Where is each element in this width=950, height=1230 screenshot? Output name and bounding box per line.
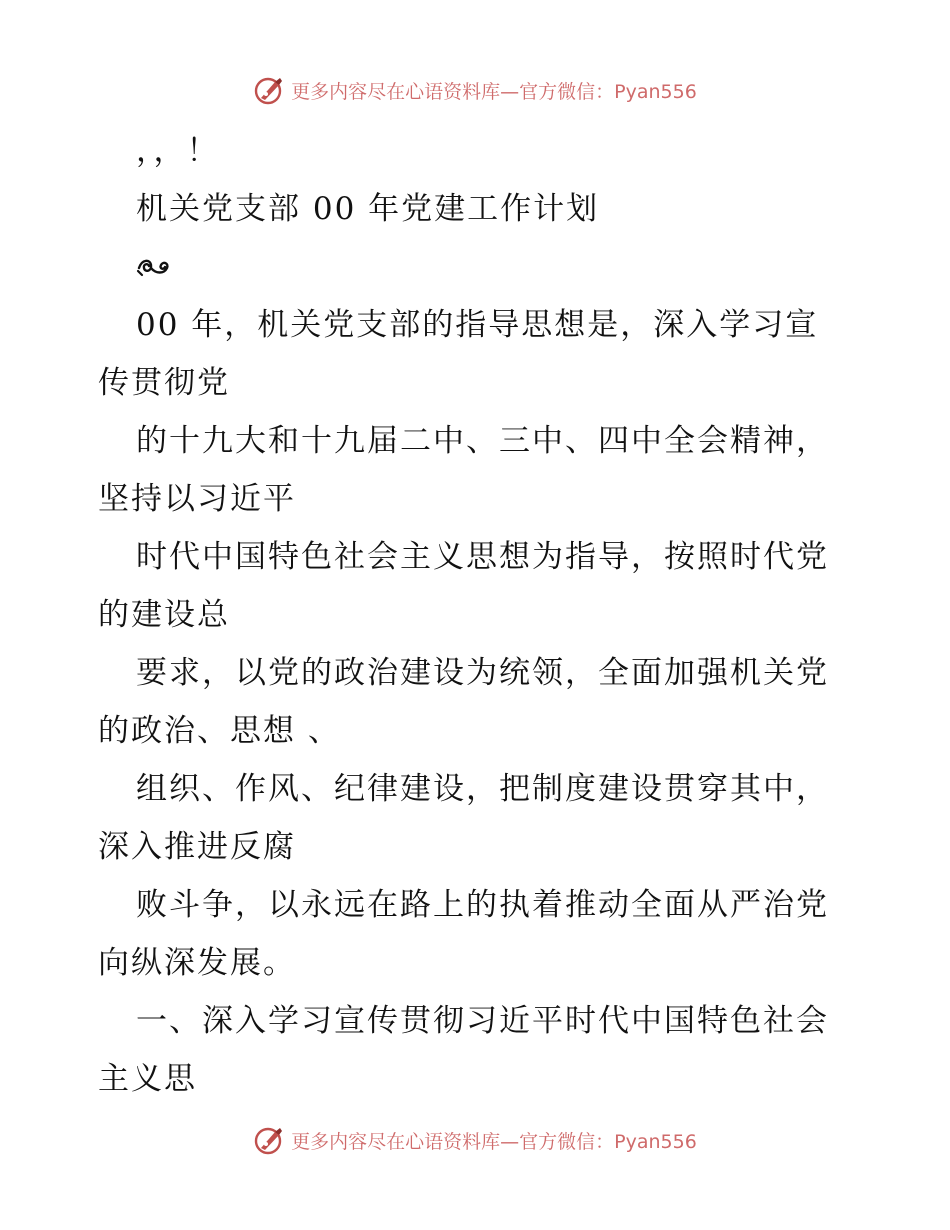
document-title: 机关党支部 00 年党建工作计划 <box>136 191 600 227</box>
decorative-swirl-icon <box>136 256 172 278</box>
punctuation-line: ，，！ <box>136 133 220 169</box>
header-banner <box>0 70 950 110</box>
paragraph-line: 传贯彻党 <box>98 365 230 401</box>
paragraph-line: 要求，以党的政治建设为统领，全面加强机关党 <box>136 655 829 691</box>
footer-banner <box>0 1120 950 1160</box>
section-heading-line: 主义思 <box>98 1061 197 1097</box>
document-body <box>98 122 858 1108</box>
pen-logo-icon <box>253 1124 285 1156</box>
paragraph-line: 的建设总 <box>98 597 230 633</box>
paragraph-line: 00 年，机关党支部的指导思想是，深入学习宣 <box>136 307 819 343</box>
paragraph-line: 坚持以习近平 <box>98 481 296 517</box>
paragraph-line: 向纵深发展。 <box>98 945 296 981</box>
ornament <box>98 238 858 296</box>
banner-text: 更多内容尽在心语资料库—官方微信：Pyan556 <box>291 1130 697 1153</box>
paragraph-line: 的政治、思想 、 <box>98 713 341 749</box>
paragraph-line: 时代中国特色社会主义思想为指导，按照时代党 <box>136 539 829 575</box>
paragraph-line: 深入推进反腐 <box>98 829 296 865</box>
banner-text: 更多内容尽在心语资料库—官方微信：Pyan556 <box>291 80 697 103</box>
paragraph-line: 的十九大和十九届二中、三中、四中全会精神， <box>136 423 829 459</box>
section-heading-line: 一、深入学习宣传贯彻习近平时代中国特色社会 <box>136 1003 829 1039</box>
paragraph-line: 组织、作风、纪律建设，把制度建设贯穿其中， <box>136 771 829 807</box>
pen-logo-icon <box>253 74 285 106</box>
paragraph-line: 败斗争，以永远在路上的执着推动全面从严治党 <box>136 887 829 923</box>
